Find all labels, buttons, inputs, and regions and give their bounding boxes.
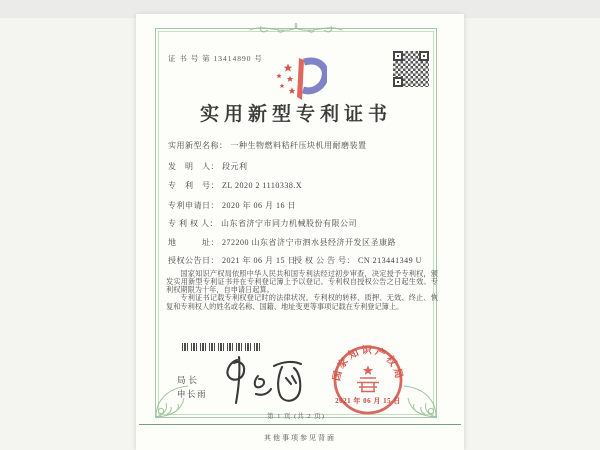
legal-paragraph-2: 专利证书记载专利权登记时的法律状况。专利权的转移、质押、无效、终止、恢复和专利权人的姓名或名称、国籍、地址变更等事项记载在专利登记簿上。 (166, 294, 438, 311)
field-value: 段元利 (222, 162, 248, 171)
field-label: 实用新型名称： (168, 141, 228, 150)
field-value: 2021 年 06 月 15 日 (222, 256, 296, 265)
field-inventor (168, 161, 248, 172)
qr-finder-icon (393, 77, 403, 87)
field-value: ZL 2020 2 1110338.X (222, 181, 303, 190)
field-patentee (168, 218, 357, 229)
page-number: 第 1 页 (共 2 页) (267, 413, 325, 420)
certificate-page (136, 14, 464, 450)
field-value: 2020 年 06 月 16 日 (222, 201, 296, 210)
field-value: 272200 山东省济宁市泗水县经济开发区圣康路 (222, 238, 396, 247)
handwritten-signature (222, 354, 304, 410)
field-utility-model-name (168, 140, 367, 151)
field-label: 地 址： (168, 238, 219, 247)
field-label: 专 利 权 人： (168, 219, 218, 228)
field-filing-date (168, 200, 296, 211)
field-grant-date (168, 255, 296, 266)
footer-divider (139, 424, 461, 425)
svg-text:国家知识产权局 (332, 344, 404, 382)
qr-finder-icon (419, 51, 429, 61)
field-value: 一种生物燃料秸秆压块机用耐磨装置 (230, 141, 367, 150)
director-name: 申长雨 (177, 389, 208, 399)
field-address (168, 237, 396, 248)
qr-code (393, 51, 429, 87)
field-label: 授权公告日： (168, 256, 219, 265)
seal-date-stamp: 2021 年 06 月 15 日 (335, 397, 401, 405)
field-value: CN 213441349 U (358, 256, 422, 265)
director-title: 局长 (177, 375, 201, 385)
footer-note: 其他事项参见背面 (264, 434, 336, 442)
qr-finder-icon (393, 51, 403, 61)
field-label: 专利申请日： (168, 201, 219, 210)
certificate-number: 证 书 号 第 13414890 号 (168, 54, 263, 63)
barcode (182, 343, 262, 351)
field-value: 山东省济宁市同力机械股份有限公司 (221, 219, 357, 228)
field-label: 授 权 公 告 号： (294, 256, 355, 265)
legal-paragraph-1: 国家知识产权局依照中华人民共和国专利法经过初步审查，决定授予专利权，颁发实用新型专利证书并在专利登记簿上予以登记。专利权自授权公告之日起生效。专利权期限为十年，自申请日起算。 (166, 270, 438, 295)
legal-text-block (166, 270, 438, 311)
cnipa-patent-logo-icon (275, 55, 327, 105)
field-grant-publication-number (294, 255, 422, 266)
certificate-title: 实用新型专利证书 (199, 104, 392, 125)
field-patent-number (168, 180, 302, 191)
field-label: 专 利 号： (168, 181, 219, 190)
field-label: 发 明 人： (168, 162, 219, 171)
seal-text: 国家知识产权局 (332, 345, 404, 383)
